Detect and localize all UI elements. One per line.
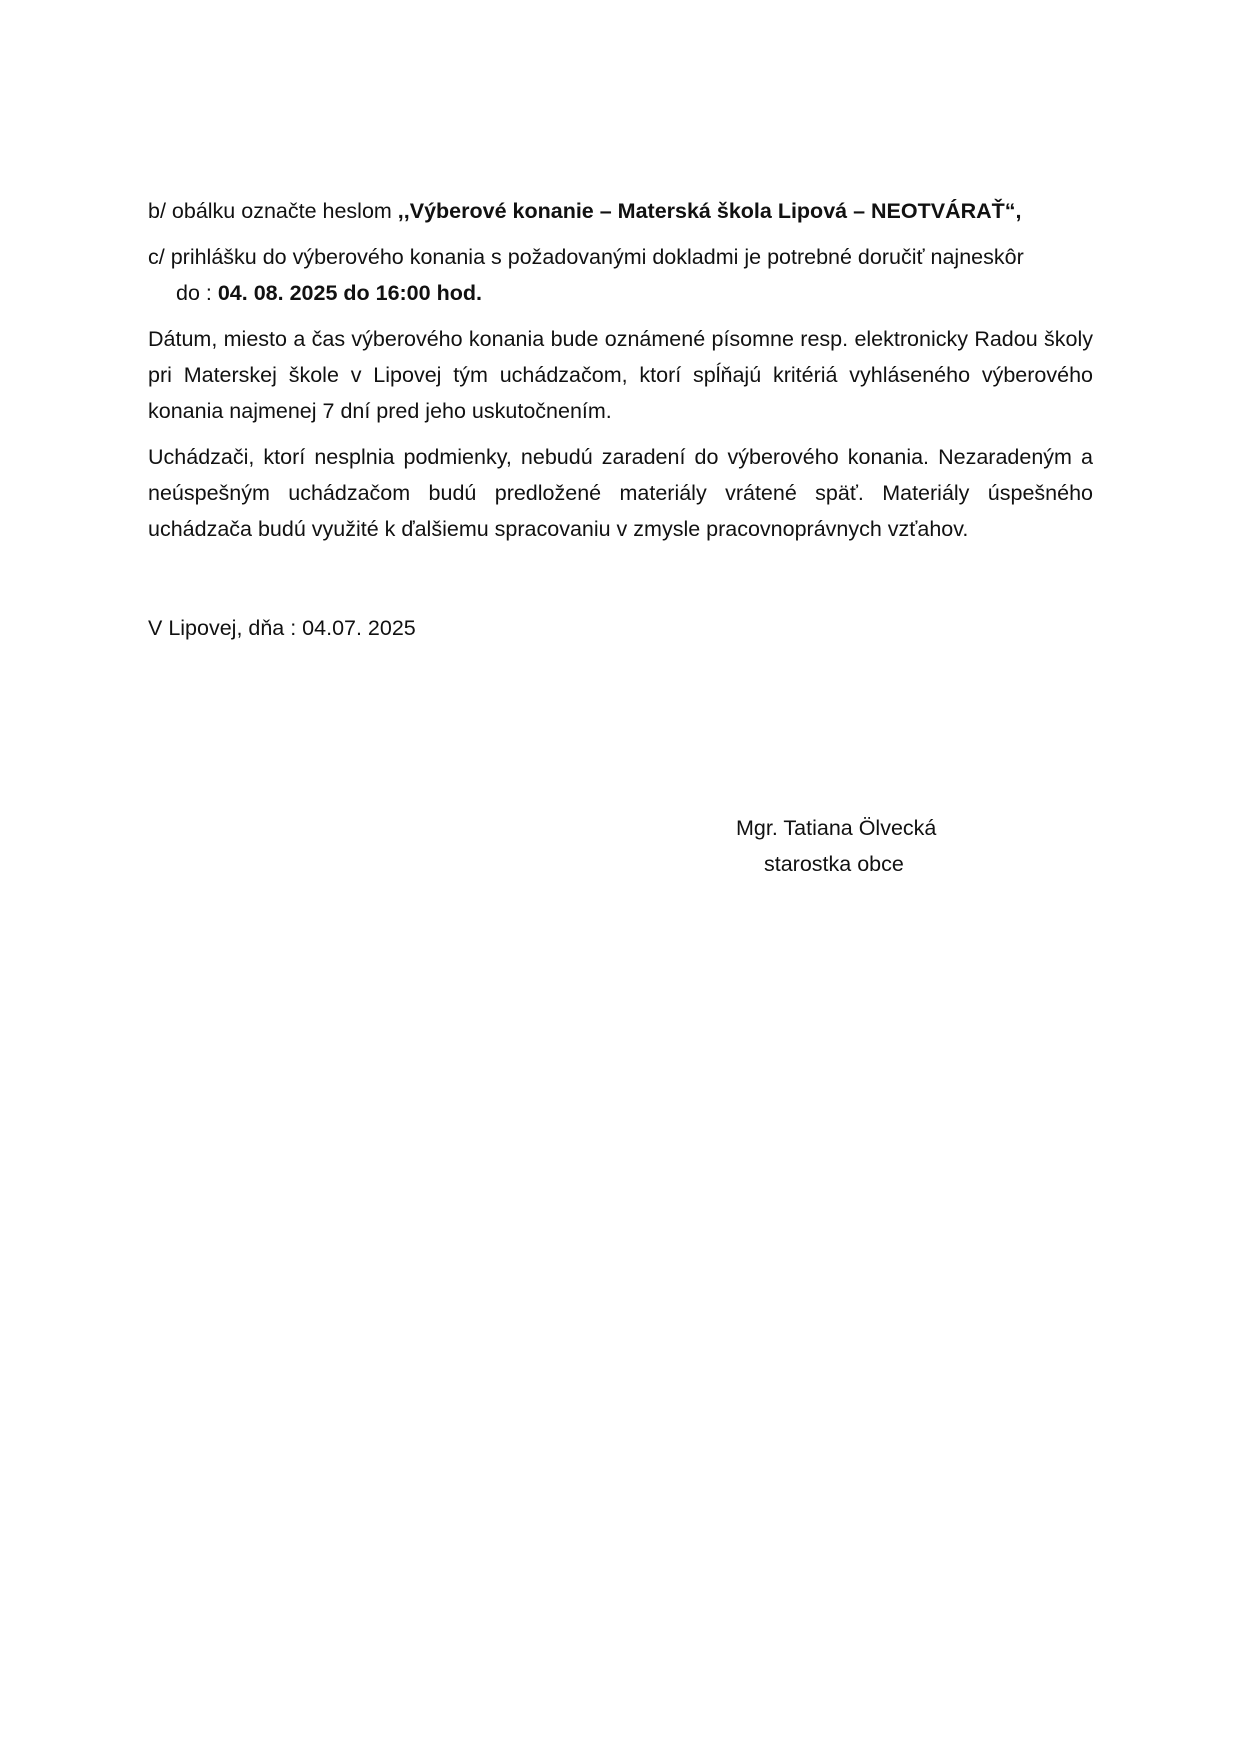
deadline-line xyxy=(148,275,1093,311)
signature-block xyxy=(736,810,936,882)
envelope-instruction-text: b/ obálku označte heslom xyxy=(148,199,398,223)
deadline-date: 04. 08. 2025 do 16:00 hod. xyxy=(217,281,482,305)
envelope-instruction xyxy=(148,193,1093,229)
candidates-paragraph: Uchádzači, ktorí nesplnia podmienky, nebudú zaradení do výberového konania. Nezaradeným a neúspešným uchádzačom budú predložené materiály vrátené späť. Materiály úspešného uchádzača budú využité k ďalšiemu spracovaniu v zmysle pracovnoprávnych vzťahov. xyxy=(148,445,1093,541)
submission-deadline xyxy=(148,239,1093,311)
document-body xyxy=(148,193,1093,547)
selection-info-paragraph: Dátum, miesto a čas výberového konania bude oznámené písomne resp. elektronicky Radou školy pri Materskej škole v Lipovej tým uchádzačom, ktorí spĺňajú kritériá vyhláseného výberového konania najmenej 7 dní pred jeho uskutočnením. xyxy=(148,327,1093,423)
deadline-prefix: do : xyxy=(176,281,218,305)
signatory-role: starostka obce xyxy=(764,852,904,876)
submission-instruction-text: c/ prihlášku do výberového konania s požadovanými dokladmi je potrebné doručiť najneskôr xyxy=(148,245,1024,269)
signatory-name: Mgr. Tatiana Ölvecká xyxy=(736,816,937,840)
envelope-label: ,,Výberové konanie – Materská škola Lipová – NEOTVÁRAŤ“, xyxy=(397,199,1022,223)
place-date-line: V Lipovej, dňa : 04.07. 2025 xyxy=(148,616,416,640)
